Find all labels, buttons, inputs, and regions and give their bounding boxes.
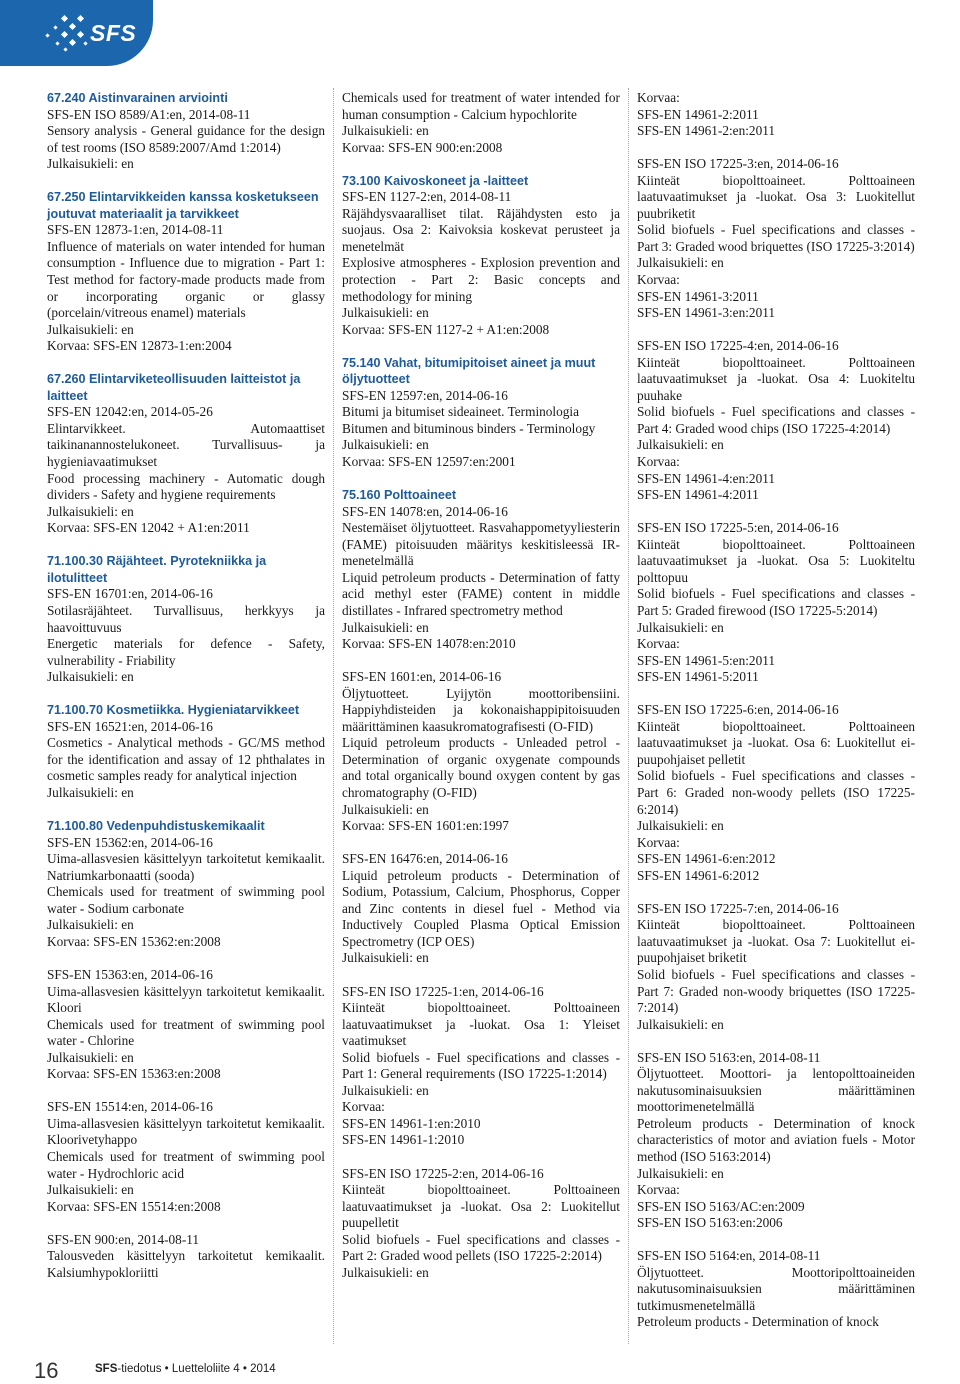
entry-line: Julkaisukieli: en — [47, 669, 134, 685]
sfs-logo — [0, 0, 153, 66]
entry-line: Julkaisukieli: en — [342, 1082, 429, 1098]
entry-line: SFS-EN ISO 8589/A1:en, 2014-08-11 — [47, 106, 251, 122]
entry-line: Bitumi ja bitumiset sideaineet. Terminologia — [342, 404, 580, 420]
column-divider — [333, 88, 334, 1344]
spacer — [637, 322, 915, 339]
footer-publication: -tiedotus • Luetteloliite 4 • 2014 — [117, 1363, 276, 1375]
entry-line: Kiinteät biopolttoaineet. Polttoaineen laatuvaatimukset ja -luokat. Osa 7: Luokitellut ei-puupohjaiset briketit — [637, 917, 915, 966]
entry-line: SFS-EN 14961-4:en:2011 — [637, 470, 776, 486]
entry-line: SFS-EN 14961-2:2011 — [637, 106, 759, 122]
entry-line: Korvaa: SFS-EN 12873-1:en:2004 — [47, 338, 232, 354]
entry-line: Korvaa: — [637, 454, 680, 470]
entry-line: Kiinteät biopolttoaineet. Polttoaineen laatuvaatimukset ja -luokat. Osa 1: Yleiset vaatimukset — [342, 1000, 620, 1049]
section-heading: 67.250 Elintarvikkeiden kanssa kosketukseen joutuvat materiaalit ja tarvikkeet — [47, 190, 319, 221]
entry-line: Kiinteät biopolttoaineet. Polttoaineen laatuvaatimukset ja -luokat. Osa 6: Luokitellut ei-puupohjaiset pelletit — [637, 718, 915, 767]
entry-line: SFS-EN ISO 17225-5:en, 2014-06-16 — [637, 520, 839, 536]
entry-line: Sensory analysis - General guidance for the design of test rooms (ISO 8589:2007/Amd 1:2014) — [47, 123, 325, 155]
entry-line: SFS-EN ISO 5164:en, 2014-08-11 — [637, 1248, 821, 1264]
spacer — [47, 355, 325, 372]
entry-line: Influence of materials on water intended for human consumption - Influence due to migration - Part 1: Test method for factory-made products made from or incorporating organic or glassy (porcelain/vitreous enamel) materials — [47, 238, 325, 321]
spacer — [342, 338, 620, 355]
spacer — [637, 1232, 915, 1249]
entry-line: Räjähdysvaaralliset tilat. Räjähdysten esto ja suojaus. Osa 2: Kaivoksia koskevat perusteet ja menetelmät — [342, 205, 620, 254]
entry-line: Julkaisukieli: en — [342, 950, 429, 966]
page-number: 16 — [34, 1358, 59, 1383]
entry-line: Energetic materials for defence - Safety, vulnerability - Friability — [47, 636, 325, 668]
entry-line: Cosmetics - Analytical methods - GC/MS method for the identification and assay of 12 phthalates in cosmetic samples ready for analytical injection — [47, 735, 325, 784]
entry-line: Korvaa: SFS-EN 12597:en:2001 — [342, 454, 516, 470]
entry-line: SFS-EN ISO 17225-4:en, 2014-06-16 — [637, 338, 839, 354]
entry-line: SFS-EN 12042:en, 2014-05-26 — [47, 404, 213, 420]
entry-line: Julkaisukieli: en — [342, 801, 429, 817]
entry-line: Öljytuotteet. Moottoripolttoaineiden nakutusominaisuuksien määrittäminen tutkimusmenetelmällä — [637, 1264, 915, 1313]
entry-line: Julkaisukieli: en — [47, 784, 134, 800]
entry-line: Korvaa: — [637, 636, 680, 652]
entry-line: SFS-EN 16521:en, 2014-06-16 — [47, 718, 213, 734]
entry-line: Talousveden käsittelyyn tarkoitetut kemikaalit. Kalsiumhypokloriitti — [47, 1248, 325, 1280]
section-heading: 75.160 Polttoaineet — [342, 488, 457, 503]
entry-line: SFS-EN 14961-5:2011 — [637, 669, 759, 685]
entry-line: Chemicals used for treatment of swimming pool water - Hydrochloric acid — [47, 1149, 325, 1181]
entry-line: Korvaa: SFS-EN 1127-2 + A1:en:2008 — [342, 321, 550, 337]
spacer — [637, 1033, 915, 1050]
entry-line: Chemicals used for treatment of swimming pool water - Chlorine — [47, 1016, 325, 1049]
entry-line: Julkaisukieli: en — [637, 255, 724, 271]
entry-line: Korvaa: — [637, 272, 680, 288]
entry-line: Chemicals used for treatment of water intended for human consumption - Calcium hypochlorite — [342, 90, 620, 122]
entry-line: Korvaa: — [637, 834, 680, 850]
section-heading: 67.240 Aistinvarainen arviointi — [47, 91, 228, 105]
spacer — [47, 173, 325, 190]
entry-line: SFS-EN 16701:en, 2014-06-16 — [47, 586, 213, 602]
entry-line: Korvaa: SFS-EN 1601:en:1997 — [342, 818, 509, 834]
entry-line: Julkaisukieli: en — [47, 503, 134, 519]
entry-line: SFS-EN ISO 5163:en:2006 — [637, 1215, 783, 1231]
spacer — [342, 156, 620, 173]
spacer — [47, 686, 325, 703]
spacer — [342, 967, 620, 984]
entry-line: Liquid petroleum products - Determination of fatty acid methyl ester (FAME) content in middle distillates - Infrared spectrometry method — [342, 569, 620, 618]
entry-line: Kiinteät biopolttoaineet. Polttoaineen laatuvaatimukset ja -luokat. Osa 4: Luokiteltu puuhake — [637, 354, 915, 403]
entry-line: SFS-EN 14961-3:2011 — [637, 288, 759, 304]
entry-line: Julkaisukieli: en — [342, 1264, 429, 1280]
entry-line: Korvaa: — [637, 1182, 680, 1198]
spacer — [637, 884, 915, 901]
entry-line: Korvaa: SFS-EN 12042 + A1:en:2011 — [47, 520, 250, 536]
spacer — [342, 835, 620, 852]
entry-line: Solid biofuels - Fuel specifications and classes - Part 4: Graded wood chips (ISO 17225-4:2014) — [637, 404, 915, 436]
entry-line: Julkaisukieli: en — [637, 619, 724, 635]
entry-line: SFS-EN ISO 17225-3:en, 2014-06-16 — [637, 156, 839, 172]
spacer — [47, 950, 325, 967]
entry-line: Solid biofuels - Fuel specifications and classes - Part 7: Graded non-woody briquettes (ISO 17225-7:2014) — [637, 966, 915, 1016]
entry-line: Korvaa: SFS-EN 14078:en:2010 — [342, 636, 516, 652]
entry-line: Solid biofuels - Fuel specifications and classes - Part 1: General requirements (ISO 17225-1:2014) — [342, 1049, 620, 1082]
entry-line: SFS-EN 15362:en, 2014-06-16 — [47, 834, 213, 850]
entry-line: Uima-allasvesien käsittelyyn tarkoitetut kemikaalit. Kloorivetyhappo — [47, 1115, 325, 1148]
entry-line: SFS-EN 14961-6:2012 — [637, 867, 760, 883]
spacer — [47, 802, 325, 819]
entry-line: SFS-EN 14961-3:en:2011 — [637, 305, 776, 321]
entry-line: Julkaisukieli: en — [342, 619, 429, 635]
spacer — [637, 504, 915, 521]
entry-line: SFS-EN 14961-4:2011 — [637, 487, 759, 503]
entry-line: SFS-EN ISO 17225-1:en, 2014-06-16 — [342, 983, 544, 999]
entry-line: SFS-EN 14961-5:en:2011 — [637, 652, 776, 668]
entry-line: SFS-EN 14961-1:en:2010 — [342, 1115, 481, 1131]
entry-line: Julkaisukieli: en — [47, 321, 134, 337]
section-heading: 71.100.70 Kosmetiikka. Hygieniatarvikkeet — [47, 703, 300, 718]
entry-line: SFS-EN 14961-1:2010 — [342, 1132, 465, 1148]
entry-line: SFS-EN ISO 17225-6:en, 2014-06-16 — [637, 702, 839, 718]
entry-line: Explosive atmospheres - Explosion prevention and protection - Part 2: Basic concepts and methodology for mining — [342, 255, 620, 304]
entry-line: Julkaisukieli: en — [342, 437, 429, 453]
section-heading: 67.260 Elintarviketeollisuuden laitteistot ja laitteet — [47, 372, 301, 403]
spacer — [47, 1215, 325, 1232]
entry-line: Sotilasräjähteet. Turvallisuus, herkkyys ja haavoittuvuus — [47, 602, 325, 635]
footer-brand: SFS — [95, 1363, 118, 1375]
column-1 — [47, 90, 325, 1281]
section-heading: 71.100.80 Vedenpuhdistuskemikaalit — [47, 819, 265, 834]
logo-text: SFS — [90, 20, 137, 46]
entry-line: Korvaa: — [342, 1099, 385, 1115]
entry-line: SFS-EN 900:en, 2014-08-11 — [47, 1231, 200, 1247]
entry-line: SFS-EN ISO 17225-7:en, 2014-06-16 — [637, 900, 839, 916]
entry-line: Korvaa: SFS-EN 15362:en:2008 — [47, 933, 221, 949]
entry-line: Chemicals used for treatment of swimming pool water - Sodium carbonate — [47, 884, 325, 916]
entry-line: Solid biofuels - Fuel specifications and classes - Part 2: Graded wood pellets (ISO 17225-2:2014) — [342, 1231, 620, 1264]
column-3 — [637, 90, 915, 1331]
column-2 — [342, 90, 620, 1281]
entry-line: Liquid petroleum products - Determination of Sodium, Potassium, Calcium, Phosphorus, Copper and Zinc contents in diesel fuel - Method via Inductively Coupled Plasma Optical Emission Spectrometry (ICP OES) — [342, 867, 620, 949]
entry-line: Kiinteät biopolttoaineet. Polttoaineen laatuvaatimukset ja -luokat. Osa 2: Luokitellut puupelletit — [342, 1182, 620, 1231]
entry-line: SFS-EN ISO 5163/AC:en:2009 — [637, 1198, 805, 1214]
entry-line: SFS-EN 1127-2:en, 2014-08-11 — [342, 189, 512, 205]
entry-line: Uima-allasvesien käsittelyyn tarkoitetut kemikaalit. Kloori — [47, 983, 325, 1016]
entry-line: SFS-EN ISO 17225-2:en, 2014-06-16 — [342, 1165, 544, 1181]
entry-line: Öljytuotteet. Lyijytön moottoribensiini. Happiyhdisteiden ja kokonaishappipitoisuuden määrittäminen kaasukromatografisesti (O-FID) — [342, 685, 620, 734]
spacer — [342, 1149, 620, 1166]
entry-line: Food processing machinery - Automatic dough dividers - Safety and hygiene requirements — [47, 470, 325, 503]
entry-line: Julkaisukieli: en — [342, 305, 429, 321]
spacer — [47, 1083, 325, 1100]
entry-line: Korvaa: SFS-EN 15514:en:2008 — [47, 1198, 221, 1214]
entry-line: SFS-EN 16476:en, 2014-06-16 — [342, 851, 508, 867]
spacer — [637, 140, 915, 157]
entry-line: SFS-EN 14078:en, 2014-06-16 — [342, 503, 508, 519]
entry-line: Petroleum products - Determination of knock — [637, 1314, 879, 1330]
entry-line: Bitumen and bituminous binders - Terminology — [342, 420, 596, 436]
entry-line: Korvaa: — [637, 90, 680, 105]
entry-line: SFS-EN 15363:en, 2014-06-16 — [47, 966, 213, 982]
entry-line: SFS-EN 15514:en, 2014-06-16 — [47, 1099, 213, 1115]
entry-line: Kiinteät biopolttoaineet. Polttoaineen laatuvaatimukset ja -luokat. Osa 3: Luokitellut puubriketit — [637, 172, 915, 221]
entry-line: Julkaisukieli: en — [47, 156, 134, 172]
entry-line: SFS-EN 12597:en, 2014-06-16 — [342, 387, 508, 403]
spacer — [637, 686, 915, 703]
entry-line: Julkaisukieli: en — [637, 818, 724, 834]
entry-line: SFS-EN 1601:en, 2014-06-16 — [342, 669, 502, 685]
entry-line: Liquid petroleum products - Unleaded petrol - Determination of organic oxygenate compounds and total organically bound oxygen content by gas chromatography (O-FID) — [342, 735, 620, 800]
spacer — [47, 537, 325, 554]
entry-line: SFS-EN 14961-6:en:2012 — [637, 851, 776, 867]
entry-line: Julkaisukieli: en — [342, 123, 429, 139]
entry-line: Kiinteät biopolttoaineet. Polttoaineen laatuvaatimukset ja -luokat. Osa 5: Luokiteltu polttopuu — [637, 536, 915, 585]
entry-line: Julkaisukieli: en — [637, 1016, 724, 1032]
entry-line: Solid biofuels - Fuel specifications and classes - Part 5: Graded firewood (ISO 17225-5:2014) — [637, 586, 915, 618]
entry-line: Julkaisukieli: en — [47, 1049, 134, 1065]
entry-line: Julkaisukieli: en — [47, 917, 134, 933]
entry-line: Julkaisukieli: en — [47, 1182, 134, 1198]
entry-line: Solid biofuels - Fuel specifications and classes - Part 6: Graded non-woody pellets (ISO 17225-6:2014) — [637, 768, 915, 817]
entry-line: Julkaisukieli: en — [637, 437, 724, 453]
entry-line: Petroleum products - Determination of knock characteristics of motor and aviation fuels - Motor method (ISO 5163:2014) — [637, 1115, 915, 1164]
entry-line: SFS-EN ISO 5163:en, 2014-08-11 — [637, 1049, 821, 1065]
section-heading: 71.100.30 Räjähteet. Pyrotekniikka ja ilotulitteet — [47, 554, 267, 585]
spacer — [342, 653, 620, 670]
footer-text — [95, 1363, 276, 1375]
entry-line: Korvaa: SFS-EN 15363:en:2008 — [47, 1066, 221, 1082]
section-heading: 75.140 Vahat, bitumipitoiset aineet ja muut öljytuotteet — [342, 355, 596, 387]
entry-line: SFS-EN 12873-1:en, 2014-08-11 — [47, 222, 224, 238]
entry-line: Julkaisukieli: en — [637, 1165, 724, 1181]
entry-line: Nestemäiset öljytuotteet. Rasvahappometyyliesterin (FAME) pitoisuuden määritys keskitisleessä IR-menetelmällä — [342, 520, 620, 569]
column-divider — [628, 88, 629, 1344]
entry-line: Elintarvikkeet. Automaattiset taikinanannostelukoneet. Turvallisuus- ja hygieniavaatimukset — [47, 420, 325, 470]
entry-line: Öljytuotteet. Moottori- ja lentopolttoaineiden nakutusominaisuuksien määrittäminen moottorimenetelmällä — [637, 1066, 915, 1115]
entry-line: SFS-EN 14961-2:en:2011 — [637, 123, 776, 139]
entry-line: Solid biofuels - Fuel specifications and classes - Part 3: Graded wood briquettes (ISO 17225-3:2014) — [637, 222, 915, 254]
entry-line: Korvaa: SFS-EN 900:en:2008 — [342, 139, 503, 155]
entry-line: Uima-allasvesien käsittelyyn tarkoitetut kemikaalit. Natriumkarbonaatti (sooda) — [47, 851, 325, 883]
section-heading: 73.100 Kaivoskoneet ja -laitteet — [342, 173, 529, 188]
spacer — [342, 471, 620, 488]
